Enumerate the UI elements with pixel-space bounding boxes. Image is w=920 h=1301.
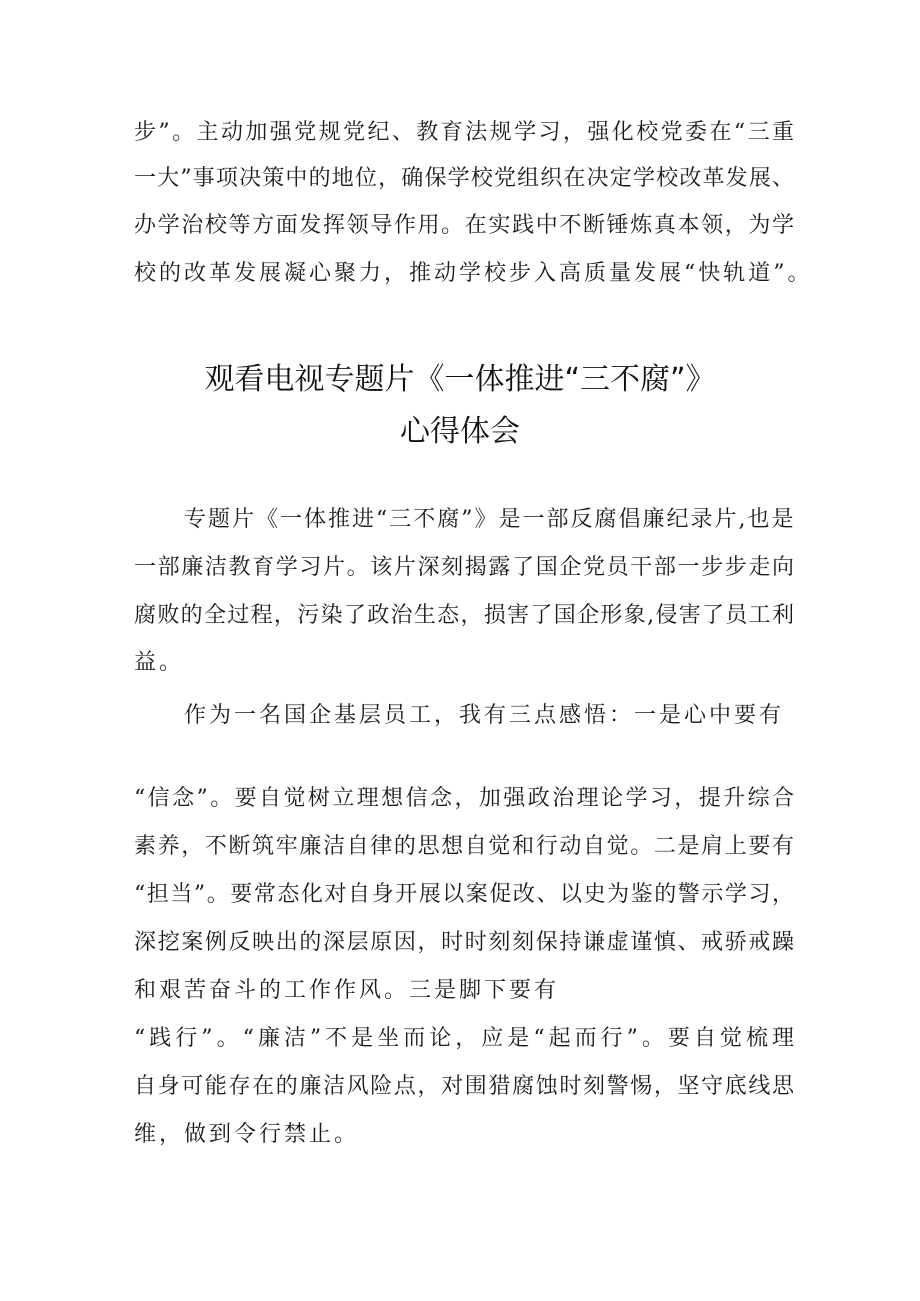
- text-line: 办学治校等方面发挥领导作用。在实践中不断锤炼真本领，为学: [134, 213, 794, 238]
- text-line: 专题片《一体推进“三不腐”》是一部反腐倡廉纪录片,也是: [184, 507, 796, 532]
- text-line: 一部廉洁教育学习片。该片深刻揭露了国企党员干部一步步走向: [134, 555, 794, 580]
- text-line: 步”。主动加强党规党纪、教育法规学习，强化校党委在“三重: [134, 120, 794, 145]
- text-line: 作为一名国企基层员工，我有三点感悟：一是心中要有: [184, 703, 785, 728]
- document-title: 观看电视专题片《一体推进“三不腐”》: [204, 362, 716, 397]
- text-line: “践行”。“廉洁”不是坐而论，应是“起而行”。要自觉梳理: [134, 1026, 794, 1051]
- text-line: “担当”。要常态化对自身开展以案促改、以史为鉴的警示学习，: [134, 882, 794, 907]
- text-line: 维，做到令行禁止。: [134, 1122, 360, 1147]
- text-line: 校的改革发展凝心聚力，推动学校步入高质量发展“快轨道”。: [134, 261, 813, 286]
- text-line: 一大”事项决策中的地位，确保学校党组织在决定学校改革发展、: [134, 166, 794, 191]
- text-line: 腐败的全过程，污染了政治生态，损害了国企形象,侵害了员工利: [134, 603, 794, 628]
- text-line: 深挖案例反映出的深层原因，时时刻刻保持谦虚谨慎、戒骄戒躁: [134, 930, 794, 955]
- text-line: “信念”。要自觉树立理想信念，加强政治理论学习，提升综合: [134, 786, 794, 811]
- document-subtitle: 心得体会: [400, 414, 520, 449]
- text-line: 益。: [134, 650, 185, 675]
- text-line: 素养，不断筑牢廉洁自律的思想自觉和行动自觉。二是肩上要有: [134, 834, 794, 859]
- text-line: 和艰苦奋斗的工作作风。三是脚下要有: [134, 978, 560, 1003]
- text-line: 自身可能存在的廉洁风险点，对围猎腐蚀时刻警惕，坚守底线思: [134, 1074, 794, 1099]
